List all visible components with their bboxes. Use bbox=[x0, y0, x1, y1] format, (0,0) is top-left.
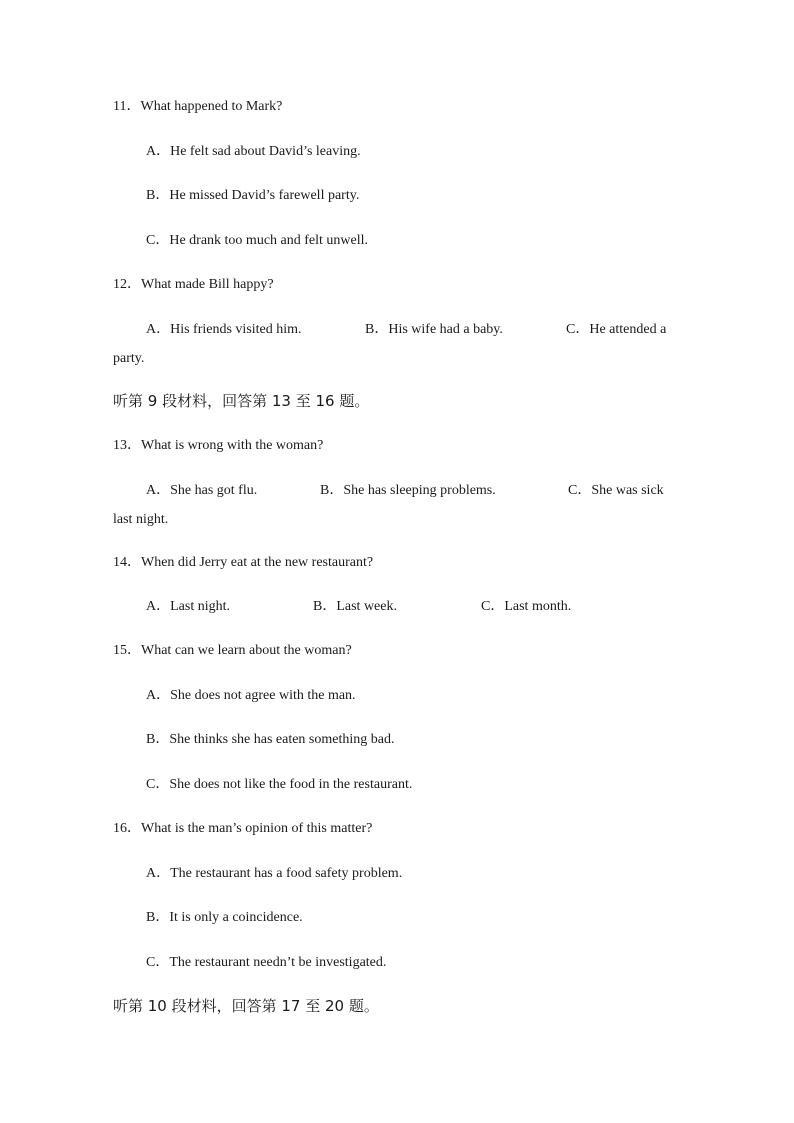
option-13c-continued: last night. bbox=[113, 512, 169, 527]
option-16c: C．The restaurant needn’t be investigated. bbox=[146, 955, 387, 970]
option-13b: B．She has sleeping problems. bbox=[320, 483, 496, 498]
question-15: 15．What can we learn about the woman? bbox=[113, 643, 352, 658]
option-14c: C．Last month. bbox=[481, 599, 572, 614]
option-16b: B．It is only a coincidence. bbox=[146, 910, 303, 925]
option-11a: A．He felt sad about David’s leaving. bbox=[146, 144, 361, 159]
option-11c: C．He drank too much and felt unwell. bbox=[146, 233, 369, 248]
option-13a: A．She has got flu. bbox=[146, 483, 258, 498]
option-14b: B．Last week. bbox=[313, 599, 397, 614]
option-11b: B．He missed David’s farewell party. bbox=[146, 188, 360, 203]
section-heading-9: 听第 9 段材料，回答第 13 至 16 题。 bbox=[113, 392, 370, 410]
option-15c: C．She does not like the food in the restaurant. bbox=[146, 777, 413, 792]
option-12c-continued: party. bbox=[113, 351, 145, 366]
question-11: 11．What happened to Mark? bbox=[113, 99, 283, 114]
section-heading-10: 听第 10 段材料，回答第 17 至 20 题。 bbox=[113, 997, 379, 1015]
option-12c: C．He attended a bbox=[566, 322, 667, 337]
option-12b: B．His wife had a baby. bbox=[365, 322, 503, 337]
option-12a: A．His friends visited him. bbox=[146, 322, 302, 337]
question-12: 12．What made Bill happy? bbox=[113, 277, 274, 292]
option-15a: A．She does not agree with the man. bbox=[146, 688, 356, 703]
option-16a: A．The restaurant has a food safety problem. bbox=[146, 866, 403, 881]
question-14: 14．When did Jerry eat at the new restaurant? bbox=[113, 555, 374, 570]
option-15b: B．She thinks she has eaten something bad. bbox=[146, 732, 395, 747]
question-13: 13．What is wrong with the woman? bbox=[113, 438, 324, 453]
question-16: 16．What is the man’s opinion of this matter? bbox=[113, 821, 373, 836]
option-13c: C．She was sick bbox=[568, 483, 664, 498]
option-14a: A．Last night. bbox=[146, 599, 230, 614]
